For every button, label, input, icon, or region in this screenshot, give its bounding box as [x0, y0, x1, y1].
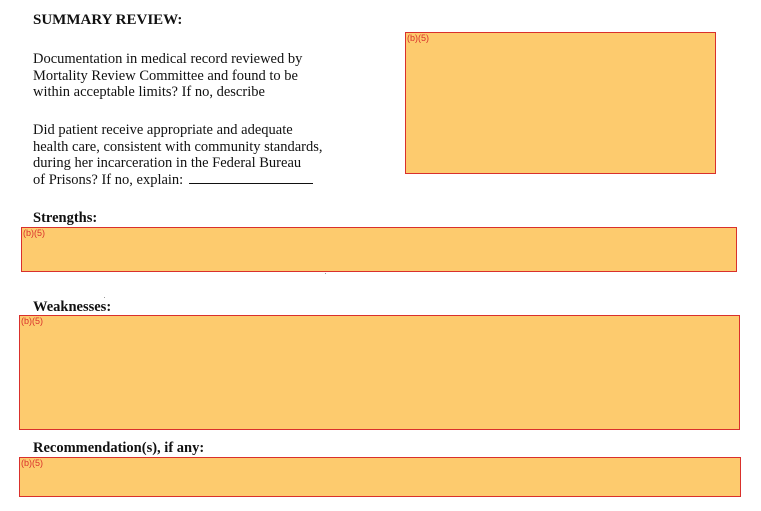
question-health-care-line: health care, consistent with community standards,: [33, 138, 323, 155]
redaction-weaknesses: [19, 315, 740, 430]
question-health-care-line: of Prisons? If no, explain:: [33, 171, 184, 188]
scan-speck: [325, 273, 326, 274]
question-health-care-line: during her incarceration in the Federal Bureau: [33, 155, 302, 171]
question-health-care: [33, 122, 323, 188]
redaction-summary: [405, 32, 716, 174]
strengths-label: Strengths:: [33, 210, 98, 226]
redaction-code-label: (b)(5): [23, 228, 45, 238]
redaction-code-label: (b)(5): [407, 33, 429, 43]
scan-speck: [104, 297, 105, 298]
recommendations-label: Recommendation(s), if any:: [33, 440, 205, 456]
question-documentation-line: Documentation in medical record reviewed by: [33, 51, 303, 67]
summary-review-heading: SUMMARY REVIEW:: [33, 12, 183, 28]
question-health-care-line: Did patient receive appropriate and adequate: [33, 122, 293, 138]
redaction-code-label: (b)(5): [21, 316, 43, 326]
question-documentation: [33, 51, 302, 101]
question-documentation-line: Mortality Review Committee and found to be: [33, 67, 298, 84]
weaknesses-label: Weaknesses:: [33, 299, 112, 315]
redaction-code-label: (b)(5): [21, 458, 43, 468]
explain-blank-line: [189, 182, 313, 184]
question-documentation-line: within acceptable limits? If no, describe: [33, 84, 265, 100]
redaction-recommendations: [19, 457, 741, 497]
redaction-strengths: [21, 227, 737, 272]
